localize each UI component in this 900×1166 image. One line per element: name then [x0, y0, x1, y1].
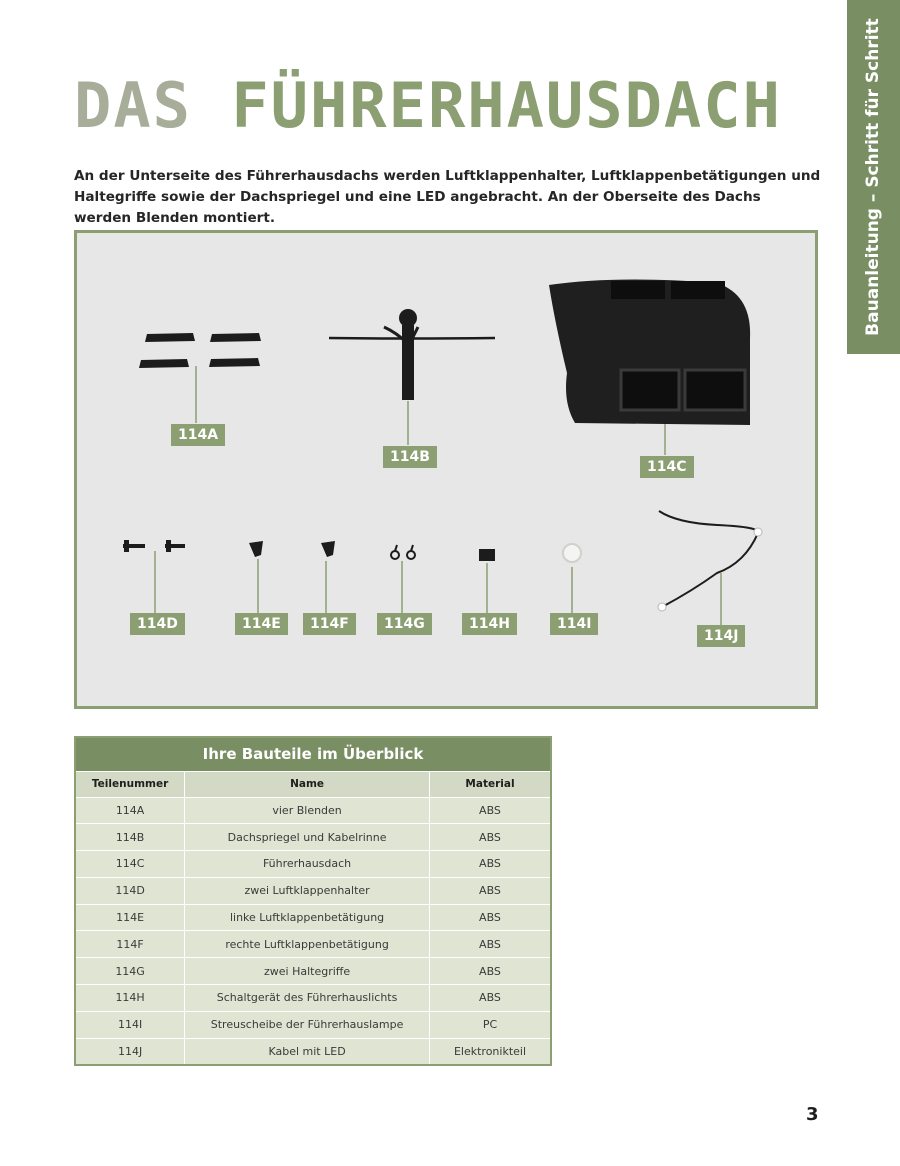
part-label-114e: 114E	[235, 613, 288, 635]
table-row	[75, 904, 551, 931]
part-label-114d: 114D	[130, 613, 185, 635]
side-tab-text: Bauanleitung – Schritt für Schritt	[863, 18, 883, 336]
cell-part-number: 114E	[75, 904, 185, 931]
table-row	[75, 958, 551, 985]
cell-part-number: 114G	[75, 958, 185, 985]
cell-name: zwei Haltegriffe	[185, 958, 430, 985]
cell-material: ABS	[429, 797, 551, 824]
parts-table	[74, 736, 552, 1066]
part-114e-shape	[249, 541, 263, 557]
part-label-114j: 114J	[697, 625, 745, 647]
cell-material: Elektronikteil	[429, 1038, 551, 1065]
cell-material: ABS	[429, 931, 551, 958]
cell-name: Kabel mit LED	[185, 1038, 430, 1065]
table-row	[75, 824, 551, 851]
part-label-114i: 114I	[550, 613, 598, 635]
table-title: Ihre Bauteile im Überblick	[75, 737, 551, 771]
cell-name: Führerhausdach	[185, 851, 430, 878]
part-114h-shape	[479, 549, 495, 561]
table-header-material: Material	[429, 771, 551, 797]
cell-material: ABS	[429, 985, 551, 1012]
title-part-2: FÜHRERHAUSDACH	[231, 69, 782, 142]
cell-part-number: 114H	[75, 985, 185, 1012]
part-label-114b: 114B	[383, 446, 437, 468]
cell-name: zwei Luftklappenhalter	[185, 877, 430, 904]
part-label-114c: 114C	[640, 456, 694, 478]
part-114a-shape	[139, 333, 261, 368]
intro-text: An der Unterseite des Führerhausdachs werden Luftklappenhalter, Luftklappenbetätigungen und Haltegriffe sowie der Dachspriegel und eine LED angebracht. An der Oberseite des Dachs werden Blenden montiert.	[74, 168, 821, 226]
cell-material: ABS	[429, 824, 551, 851]
table-header-name: Name	[185, 771, 430, 797]
parts-photo	[74, 230, 818, 709]
cell-material: PC	[429, 1011, 551, 1038]
part-114j-shape	[658, 511, 762, 611]
cell-part-number: 114A	[75, 797, 185, 824]
table-header-teilenummer: Teilenummer	[75, 771, 185, 797]
table-row	[75, 877, 551, 904]
cell-part-number: 114I	[75, 1011, 185, 1038]
part-label-114g: 114G	[377, 613, 432, 635]
table-header-row	[75, 771, 551, 797]
cell-part-number: 114D	[75, 877, 185, 904]
table-row	[75, 851, 551, 878]
part-114f-shape	[321, 541, 335, 557]
cell-part-number: 114C	[75, 851, 185, 878]
cell-material: ABS	[429, 958, 551, 985]
table-row	[75, 1038, 551, 1065]
cell-name: rechte Luftklappenbetätigung	[185, 931, 430, 958]
part-label-114a: 114A	[171, 424, 225, 446]
cell-material: ABS	[429, 904, 551, 931]
table-row	[75, 797, 551, 824]
page-title	[74, 66, 782, 146]
cell-part-number: 114B	[75, 824, 185, 851]
part-114g-shape	[391, 545, 415, 559]
side-tab	[847, 0, 900, 354]
table-row	[75, 931, 551, 958]
part-label-114f: 114F	[303, 613, 356, 635]
table-row	[75, 985, 551, 1012]
cell-part-number: 114J	[75, 1038, 185, 1065]
cell-material: ABS	[429, 851, 551, 878]
part-114c-shape	[549, 279, 750, 425]
part-label-114h: 114H	[462, 613, 517, 635]
cell-name: Streuscheibe der Führerhauslampe	[185, 1011, 430, 1038]
title-part-1: DAS	[74, 69, 192, 142]
cell-name: Schaltgerät des Führerhauslichts	[185, 985, 430, 1012]
cell-part-number: 114F	[75, 931, 185, 958]
cell-name: vier Blenden	[185, 797, 430, 824]
part-114d-shape	[123, 540, 185, 552]
cell-name: linke Luftklappenbetätigung	[185, 904, 430, 931]
table-row	[75, 1011, 551, 1038]
page-number: 3	[806, 1104, 819, 1125]
part-114b-shape	[329, 309, 495, 400]
cell-material: ABS	[429, 877, 551, 904]
part-114i-shape	[563, 544, 581, 562]
cell-name: Dachspriegel und Kabelrinne	[185, 824, 430, 851]
